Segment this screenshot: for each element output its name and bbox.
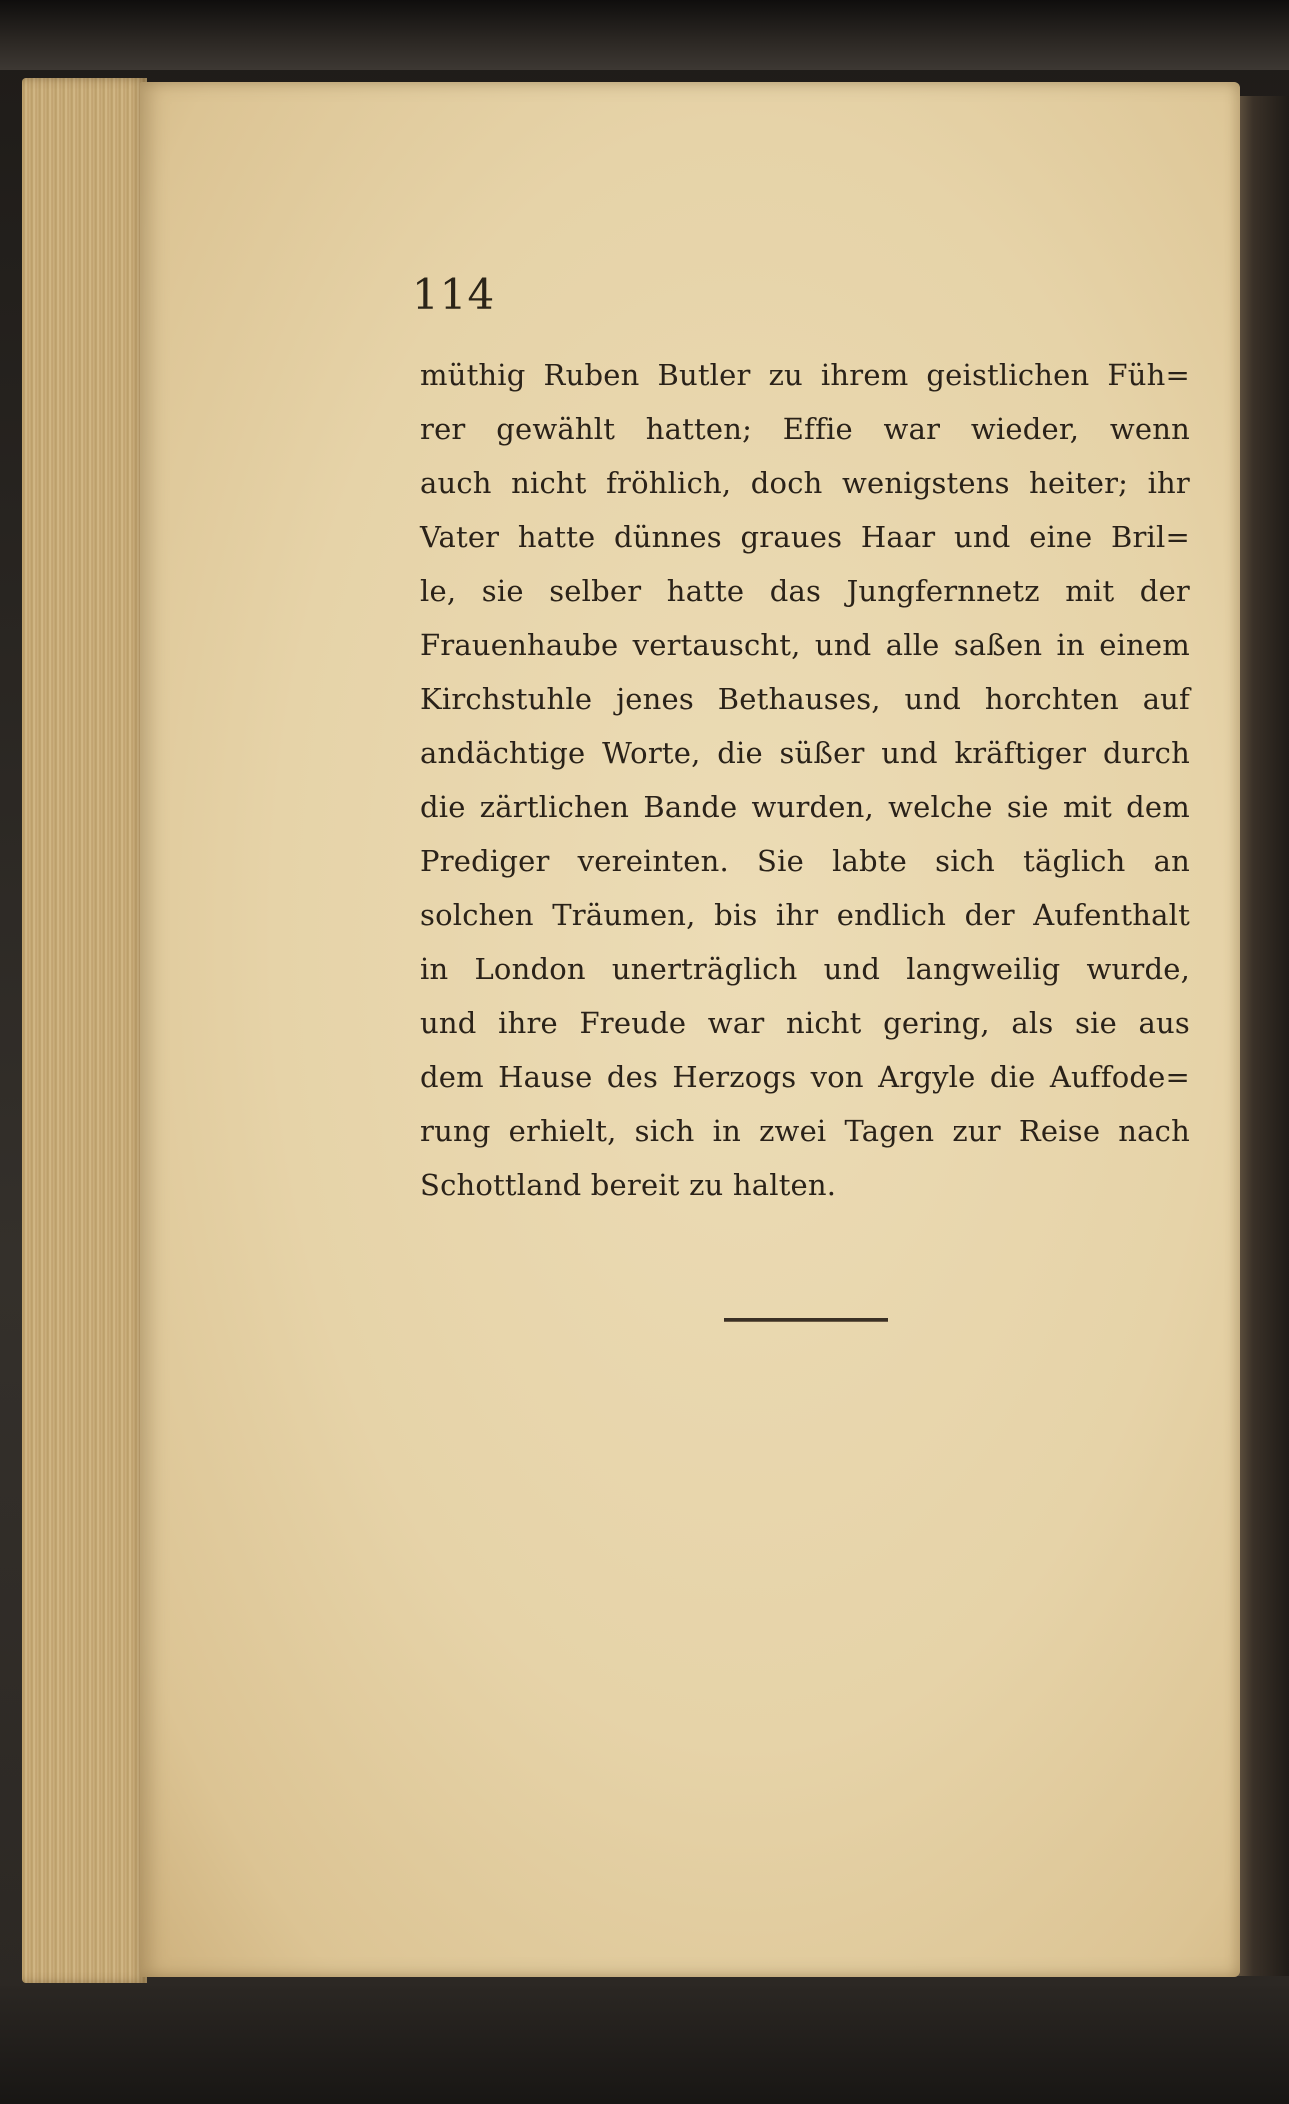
book-cover-edge bbox=[1234, 96, 1289, 1976]
text-line: müthig Ruben Butler zu ihrem geistlichen Füh= bbox=[420, 358, 1190, 392]
text-line: dem Hause des Herzogs von Argyle die Auffode= bbox=[420, 1060, 1190, 1094]
body-text bbox=[420, 348, 1190, 1212]
binding-top-edge bbox=[0, 0, 1289, 70]
text-line: Kirchstuhle jenes Bethauses, und horchten auf bbox=[420, 682, 1190, 716]
text-line: Frauenhaube vertauscht, und alle saßen in einem bbox=[420, 628, 1190, 662]
text-line: Prediger vereinten. Sie labte sich täglich an bbox=[420, 844, 1190, 878]
text-line: Vater hatte dünnes graues Haar und eine Bril= bbox=[420, 520, 1190, 554]
binding-bottom-edge bbox=[0, 1986, 1289, 2104]
text-line: die zärtlichen Bande wurden, welche sie mit dem bbox=[420, 790, 1190, 824]
text-line: solchen Träumen, bis ihr endlich der Aufenthalt bbox=[420, 898, 1190, 932]
text-line: Schottland bereit zu halten. bbox=[420, 1168, 837, 1202]
text-line: rer gewählt hatten; Effie war wieder, wenn bbox=[420, 412, 1190, 446]
page-number: 114 bbox=[412, 270, 496, 319]
text-line: und ihre Freude war nicht gering, als sie aus bbox=[420, 1006, 1190, 1040]
text-line: auch nicht fröhlich, doch wenigstens heiter; ihr bbox=[420, 466, 1190, 500]
section-divider-rule bbox=[724, 1318, 888, 1322]
text-line: le, sie selber hatte das Jungfernnetz mit der bbox=[420, 574, 1190, 608]
text-line: andächtige Worte, die süßer und kräftiger durch bbox=[420, 736, 1190, 770]
text-line: in London unerträglich und langweilig wurde, bbox=[420, 952, 1190, 986]
page-edges bbox=[22, 78, 147, 1983]
text-line: rung erhielt, sich in zwei Tagen zur Reise nach bbox=[420, 1114, 1190, 1148]
